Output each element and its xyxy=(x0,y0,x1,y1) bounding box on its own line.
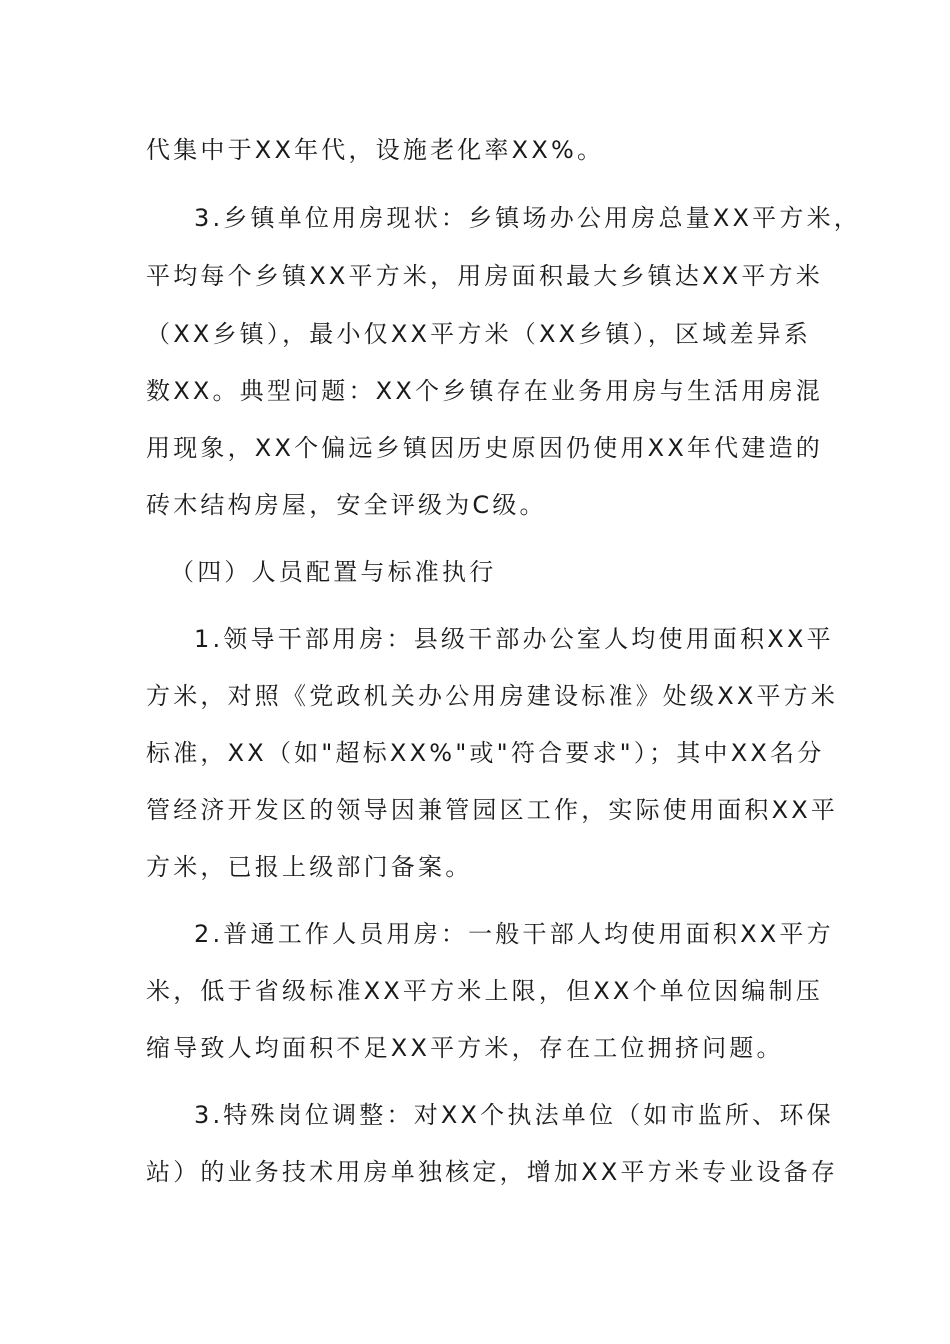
section-heading: （四）人员配置与标准执行 xyxy=(170,558,497,586)
text-line: 缩导致人均面积不足XX平方米，存在工位拥挤问题。 xyxy=(146,1034,784,1062)
text-line: 数XX。典型问题：XX个乡镇存在业务用房与生活用房混 xyxy=(146,377,823,405)
text-line: 代集中于XX年代，设施老化率XX%。 xyxy=(146,136,605,164)
text-line: 砖木结构房屋，安全评级为C级。 xyxy=(146,491,547,519)
text-line: 用现象，XX个偏远乡镇因历史原因仍使用XX年代建造的 xyxy=(146,434,823,462)
paragraph-first-line: 3.特殊岗位调整：对XX个执法单位（如市监所、环保 xyxy=(194,1101,834,1129)
text-line: 标准，XX（如"超标XX%"或"符合要求"）；其中XX名分 xyxy=(146,739,825,767)
text-line: 方米，对照《党政机关办公用房建设标准》处级XX平方米 xyxy=(146,682,839,710)
text-line: 方米，已报上级部门备案。 xyxy=(146,853,473,881)
text-line: 站）的业务技术用房单独核定，增加XX平方米专业设备存 xyxy=(146,1158,839,1186)
text-line: （XX乡镇），最小仅XX平方米（XX乡镇），区域差异系 xyxy=(146,320,812,348)
text-line: 米，低于省级标准XX平方米上限，但XX个单位因编制压 xyxy=(146,977,823,1005)
paragraph-first-line: 3.乡镇单位用房现状：乡镇场办公用房总量XX平方米， xyxy=(194,204,861,232)
text-line: 管经济开发区的领导因兼管园区工作，实际使用面积XX平 xyxy=(146,796,839,824)
text-line: 平均每个乡镇XX平方米，用房面积最大乡镇达XX平方米 xyxy=(146,262,823,290)
paragraph-first-line: 2.普通工作人员用房：一般干部人均使用面积XX平方 xyxy=(194,920,834,948)
paragraph-first-line: 1.领导干部用房：县级干部办公室人均使用面积XX平 xyxy=(194,625,834,653)
